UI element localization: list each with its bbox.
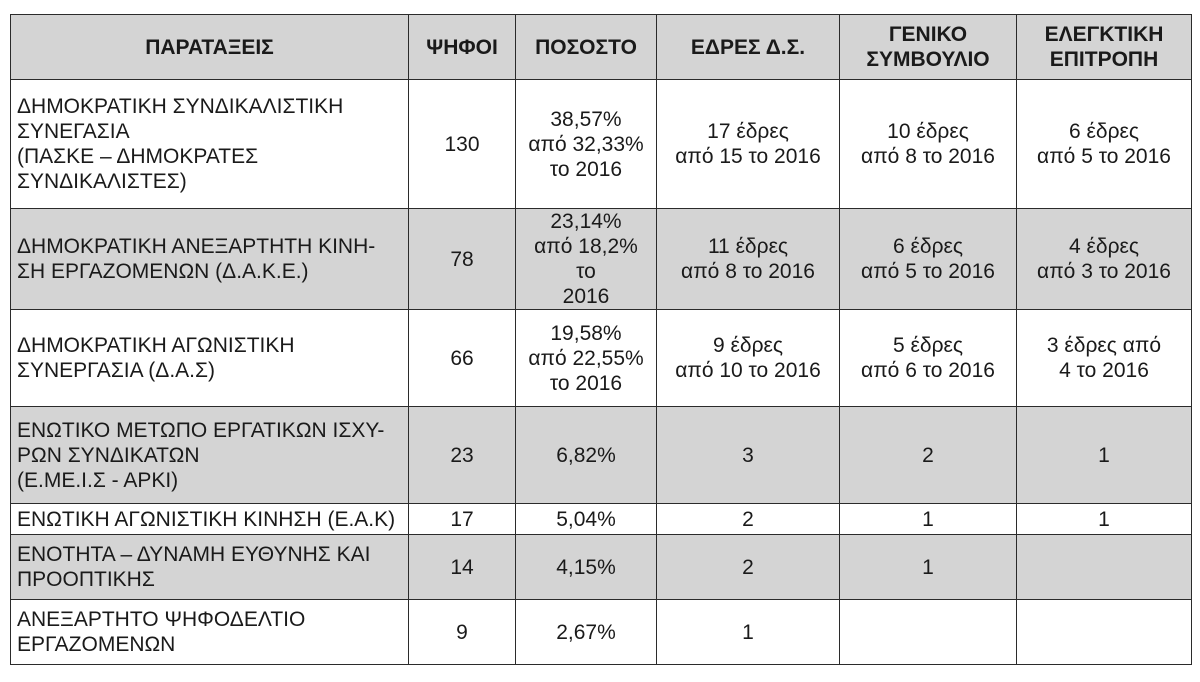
general-council-cell: [840, 600, 1017, 665]
faction-name-line: ΔΗΜΟΚΡΑΤΙΚΗ ΣΥΝΔΙΚΑΛΙΣΤΙΚΗ: [17, 95, 344, 118]
audit-committee-cell: [1017, 209, 1192, 310]
audit-committee-cell: 1: [1017, 407, 1192, 504]
faction-name-line: ΑΝΕΞΑΡΤΗΤΟ ΨΗΦΟΔΕΛΤΙΟ: [17, 608, 306, 631]
general-council-line: από 8 το 2016: [861, 145, 995, 168]
general-council-line: 10 έδρες: [887, 120, 969, 143]
audit-committee-line: από 5 το 2016: [1037, 145, 1171, 168]
audit-committee-line: 4 έδρες: [1069, 235, 1139, 258]
percent-line: από 32,33%: [528, 132, 644, 156]
audit-committee-cell: [1017, 80, 1192, 209]
faction-name-cell: [11, 80, 409, 209]
percent-cell: [516, 310, 657, 407]
audit-committee-line: από 3 το 2016: [1037, 260, 1171, 283]
table-row: [11, 80, 1192, 209]
faction-name-line: ΔΗΜΟΚΡΑΤΙΚΗ ΑΓΩΝΙΣΤΙΚΗ: [17, 334, 295, 357]
audit-committee-cell: [1017, 600, 1192, 665]
percent-cell: 5,04%: [516, 504, 657, 535]
header-board-seats: ΕΔΡΕΣ Δ.Σ.: [657, 15, 840, 80]
percent-cell: 4,15%: [516, 535, 657, 600]
faction-name-cell: ΕΝΩΤΙΚΗ ΑΓΩΝΙΣΤΙΚΗ ΚΙΝΗΣΗ (Ε.Α.Κ): [11, 504, 409, 535]
table-row: [11, 407, 1192, 504]
faction-name-line: ΕΝΩΤΙΚΟ ΜΕΤΩΠΟ ΕΡΓΑΤΙΚΩΝ ΙΣΧΥ-: [17, 418, 385, 442]
board-seats-line: 17 έδρες: [707, 120, 789, 143]
percent-line: 23,14%: [550, 210, 622, 233]
general-council-cell: 1: [840, 535, 1017, 600]
header-percent: ΠΟΣΟΣΤΟ: [516, 15, 657, 80]
percent-cell: 2,67%: [516, 600, 657, 665]
audit-committee-line: 6 έδρες: [1069, 120, 1139, 143]
table-row: [11, 310, 1192, 407]
faction-name-line: ΕΝΟΤΗΤΑ – ΔΥΝΑΜΗ ΕΥΘΥΝΗΣ ΚΑΙ: [17, 543, 371, 566]
board-seats-cell: 3: [657, 407, 840, 504]
faction-name-line: ΣΗ ΕΡΓΑΖΟΜΕΝΩΝ (Δ.Α.Κ.Ε.): [17, 260, 309, 283]
faction-name-line: (ΠΑΣΚΕ – ΔΗΜΟΚΡΑΤΕΣ: [17, 145, 259, 168]
audit-committee-line: 4 το 2016: [1059, 359, 1149, 382]
audit-committee-cell: 1: [1017, 504, 1192, 535]
table-row: [11, 504, 1192, 535]
board-seats-line: από 10 το 2016: [675, 359, 821, 382]
board-seats-line: 9 έδρες: [713, 334, 783, 357]
audit-committee-cell: [1017, 535, 1192, 600]
faction-name-line: ΣΥΝΕΡΓΑΣΙΑ (Δ.Α.Σ): [17, 359, 215, 382]
percent-line: 19,58%: [550, 321, 622, 345]
board-seats-cell: 1: [657, 600, 840, 665]
board-seats-line: από 8 το 2016: [681, 260, 815, 283]
percent-line: το 2016: [549, 371, 623, 395]
audit-committee-cell: [1017, 310, 1192, 407]
percent-line: το 2016: [549, 157, 623, 181]
percent-line: από 22,55%: [528, 346, 644, 370]
board-seats-cell: [657, 80, 840, 209]
votes-cell: 9: [409, 600, 516, 665]
faction-name-cell: [11, 310, 409, 407]
board-seats-cell: [657, 209, 840, 310]
general-council-cell: [840, 310, 1017, 407]
faction-name-cell: [11, 535, 409, 600]
percent-line: από 18,2% το: [534, 235, 638, 283]
faction-name-line: ΡΩΝ ΣΥΝΔΙΚΑΤΩΝ: [17, 443, 200, 467]
percent-line: 2016: [562, 285, 610, 308]
votes-cell: 78: [409, 209, 516, 310]
votes-cell: 17: [409, 504, 516, 535]
votes-cell: 66: [409, 310, 516, 407]
header-audit-committee: ΕΛΕΓΚΤΙΚΗ ΕΠΙΤΡΟΠΗ: [1017, 15, 1192, 80]
header-row: [11, 15, 1192, 80]
general-council-line: 5 έδρες: [893, 334, 963, 357]
general-council-cell: 1: [840, 504, 1017, 535]
faction-name-cell: [11, 600, 409, 665]
general-council-line: από 6 το 2016: [861, 359, 995, 382]
votes-cell: 130: [409, 80, 516, 209]
percent-cell: [516, 80, 657, 209]
board-seats-cell: [657, 310, 840, 407]
faction-name-cell: [11, 407, 409, 504]
votes-cell: 14: [409, 535, 516, 600]
election-results-table: [10, 14, 1192, 665]
header-general-council: ΓΕΝΙΚΟ ΣΥΜΒΟΥΛΙΟ: [840, 15, 1017, 80]
general-council-line: 6 έδρες: [893, 235, 963, 258]
faction-name-line: ΣΥΝΕΓΑΣΙΑ: [17, 120, 130, 143]
percent-cell: [516, 209, 657, 310]
faction-name-line: ΕΡΓΑΖΟΜΕΝΩΝ: [17, 633, 176, 656]
header-factions: ΠΑΡΑΤΑΞΕΙΣ: [11, 15, 409, 80]
results-table-container: [10, 14, 1191, 665]
faction-name-cell: [11, 209, 409, 310]
board-seats-line: 11 έδρες: [707, 235, 789, 258]
general-council-line: από 5 το 2016: [861, 260, 995, 283]
faction-name-line: ΣΥΝΔΙΚΑΛΙΣΤΕΣ): [17, 170, 187, 193]
faction-name-line: ΠΡΟΟΠΤΙΚΗΣ: [17, 568, 155, 591]
table-row: [11, 600, 1192, 665]
header-votes: ΨΗΦΟΙ: [409, 15, 516, 80]
percent-cell: 6,82%: [516, 407, 657, 504]
board-seats-cell: 2: [657, 504, 840, 535]
table-row: [11, 535, 1192, 600]
general-council-cell: [840, 80, 1017, 209]
audit-committee-line: 3 έδρες από: [1046, 334, 1162, 357]
board-seats-line: από 15 το 2016: [675, 145, 821, 168]
general-council-cell: [840, 209, 1017, 310]
table-row: [11, 209, 1192, 310]
percent-line: 38,57%: [550, 107, 622, 131]
board-seats-cell: 2: [657, 535, 840, 600]
faction-name-line: ΔΗΜΟΚΡΑΤΙΚΗ ΑΝΕΞΑΡΤΗΤΗ ΚΙΝΗ-: [17, 235, 376, 258]
general-council-cell: 2: [840, 407, 1017, 504]
votes-cell: 23: [409, 407, 516, 504]
faction-name-line: (Ε.ΜΕ.Ι.Σ - ΑΡΚΙ): [17, 468, 179, 492]
